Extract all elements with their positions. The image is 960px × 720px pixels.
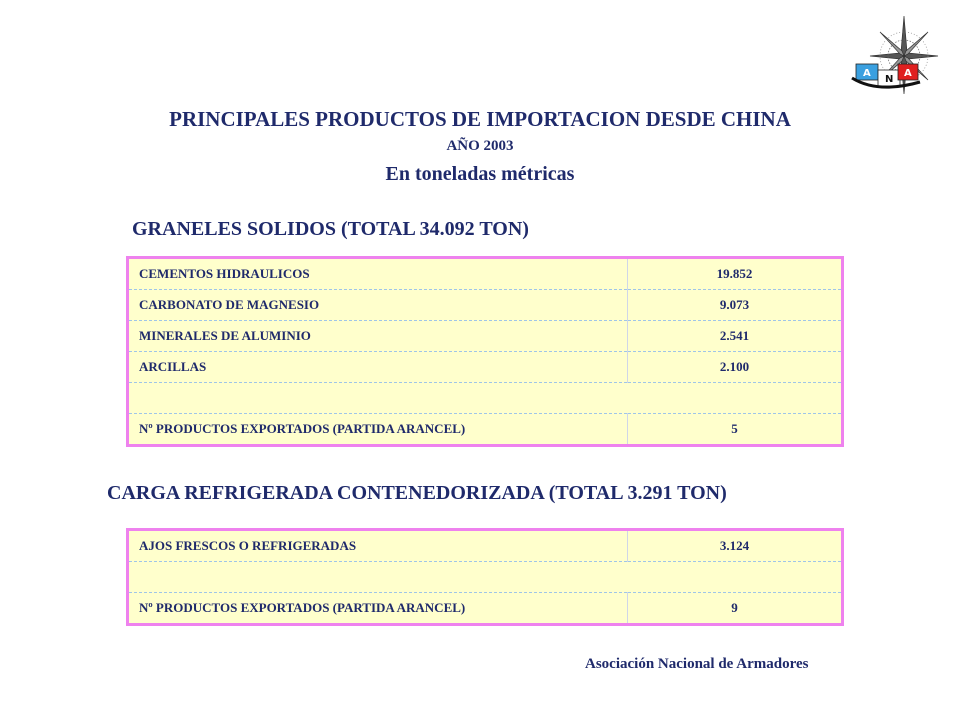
table-cell-empty [128,562,843,593]
table-row-count [128,593,843,625]
table-cell-count-label: Nº PRODUCTOS EXPORTADOS (PARTIDA ARANCEL) [128,593,628,625]
table-row [128,258,843,290]
association-logo [848,14,940,98]
page-year: AÑO 2003 [446,138,514,154]
footer-organization: Asociación Nacional de Armadores [585,656,809,672]
flags-icon [852,64,920,87]
page-title: PRINCIPALES PRODUCTOS DE IMPORTACION DESDE CHINA [169,107,791,131]
table-row [128,290,843,321]
table-cell-value: 9.073 [628,290,843,321]
table-row [128,530,843,562]
table-cell-value: 2.541 [628,321,843,352]
table-cell-label: MINERALES DE ALUMINIO [128,321,628,352]
graneles-heading: GRANELES SOLIDOS (TOTAL 34.092 TON) [132,218,529,240]
table-cell-label: CARBONATO DE MAGNESIO [128,290,628,321]
table-cell-value: 2.100 [628,352,843,383]
table-cell-empty [128,383,843,414]
table-cell-label: ARCILLAS [128,352,628,383]
table-row-empty [128,562,843,593]
table-cell-count-value: 9 [628,593,843,625]
table-cell-label: CEMENTOS HIDRAULICOS [128,258,628,290]
table-row [128,321,843,352]
refrigerada-table [126,528,844,626]
table-cell-value: 19.852 [628,258,843,290]
logo-letter-n: N [885,74,894,85]
table-cell-label: AJOS FRESCOS O REFRIGERADAS [128,530,628,562]
table-cell-count-label: Nº PRODUCTOS EXPORTADOS (PARTIDA ARANCEL) [128,414,628,446]
table-row [128,352,843,383]
refrigerada-heading: CARGA REFRIGERADA CONTENEDORIZADA (TOTAL 3.291 TON) [107,482,727,504]
table-cell-count-value: 5 [628,414,843,446]
logo-letter-a2: A [904,68,912,79]
logo-letter-a1: A [863,68,871,79]
graneles-table [126,256,844,447]
table-row-count [128,414,843,446]
table-cell-value: 3.124 [628,530,843,562]
page-unit: En toneladas métricas [385,163,575,185]
table-row-empty [128,383,843,414]
